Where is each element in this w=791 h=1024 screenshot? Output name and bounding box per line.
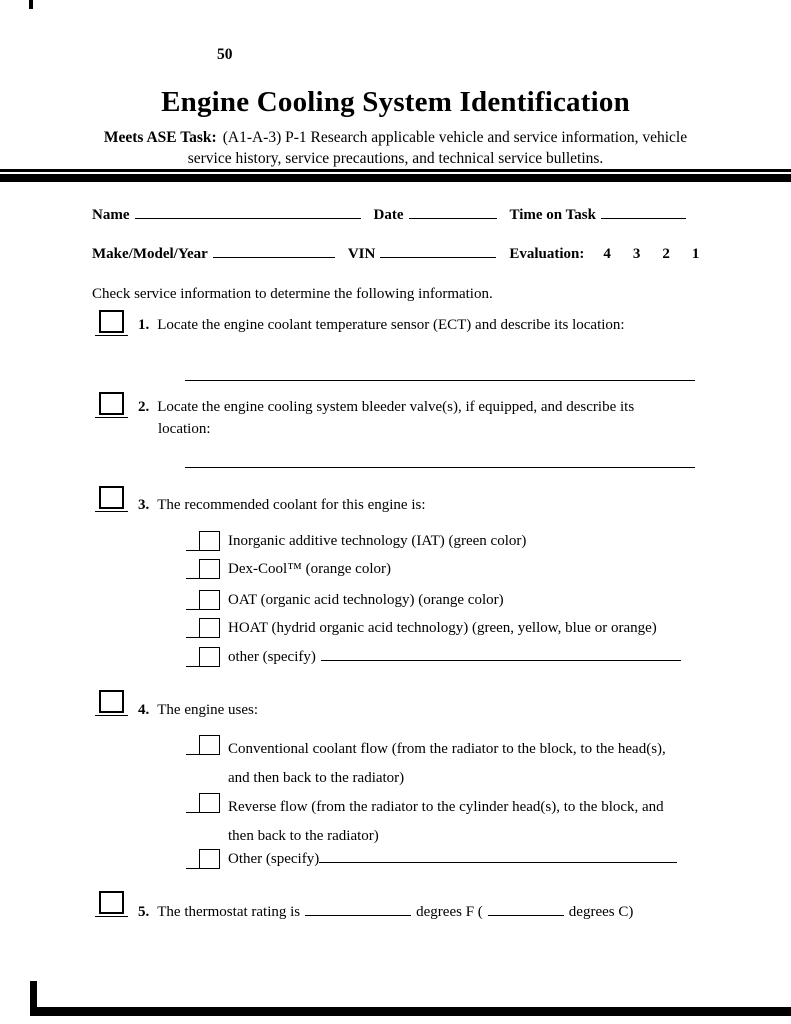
coolant-other-checkbox[interactable] bbox=[199, 647, 220, 667]
conventional-flow-line2: and then back to the radiator) bbox=[228, 770, 405, 786]
time-on-task-label: Time on Task bbox=[509, 207, 596, 223]
ase-task-line2: service history, service precautions, and technical service bulletins. bbox=[187, 150, 604, 167]
option-lead-line bbox=[186, 590, 199, 610]
option-lead-line bbox=[186, 618, 199, 638]
flow-option-reverse bbox=[186, 793, 664, 851]
evaluation-value-4[interactable]: 4 bbox=[603, 246, 611, 262]
item5-text bbox=[138, 903, 633, 921]
coolant-option-other bbox=[186, 647, 681, 668]
reverse-flow-checkbox[interactable] bbox=[199, 793, 220, 813]
option-lead-line bbox=[186, 735, 199, 755]
ase-task-label: Meets ASE Task: bbox=[103, 129, 217, 146]
item2-number: 2. bbox=[138, 399, 150, 415]
make-model-year-label: Make/Model/Year bbox=[92, 246, 208, 262]
evaluation-label: Evaluation: bbox=[509, 246, 585, 262]
intro-text: Check service information to determine the following information. bbox=[92, 286, 493, 302]
dexcool-checkbox[interactable] bbox=[199, 559, 220, 579]
reverse-flow-line1: Reverse flow (from the radiator to the cylinder head(s), to the block, and bbox=[228, 799, 664, 815]
time-on-task-blank[interactable] bbox=[601, 206, 686, 219]
item1-text bbox=[138, 317, 625, 334]
item5-seg2: degrees F ( bbox=[416, 904, 483, 920]
item5-number: 5. bbox=[138, 904, 150, 920]
item1-checkbox[interactable] bbox=[99, 310, 124, 333]
header-rule-thin bbox=[0, 169, 791, 172]
iat-label: Inorganic additive technology (IAT) (green color) bbox=[228, 533, 527, 549]
reverse-flow-line2: then back to the radiator) bbox=[228, 828, 379, 844]
item2-question-line1: Locate the engine cooling system bleeder valve(s), if equipped, and describe its bbox=[157, 399, 635, 415]
item2-answer-line[interactable] bbox=[185, 467, 695, 468]
item2-text-line2: location: bbox=[158, 421, 211, 437]
thermostat-f-blank[interactable] bbox=[305, 903, 411, 916]
make-vin-eval-row bbox=[92, 245, 699, 263]
oat-label: OAT (organic acid technology) (orange color) bbox=[228, 592, 504, 608]
item3-text bbox=[138, 497, 426, 514]
flow-other-blank[interactable] bbox=[319, 850, 677, 863]
name-blank[interactable] bbox=[135, 206, 361, 219]
item1-number: 1. bbox=[138, 317, 150, 333]
evaluation-value-2[interactable]: 2 bbox=[662, 246, 670, 262]
vin-label: VIN bbox=[347, 246, 376, 262]
evaluation-value-1[interactable]: 1 bbox=[691, 246, 700, 262]
item5-seg3: degrees C) bbox=[568, 904, 634, 920]
header-rule-thick bbox=[0, 174, 791, 182]
flow-other-text: Other (specify) bbox=[228, 851, 320, 867]
flow-other-checkbox[interactable] bbox=[199, 849, 220, 869]
page-border-bottom bbox=[30, 1007, 791, 1016]
ase-task-line1 bbox=[0, 129, 791, 147]
vin-blank[interactable] bbox=[380, 245, 496, 258]
item4-checkbox[interactable] bbox=[99, 690, 124, 713]
option-lead-line bbox=[186, 647, 199, 667]
make-model-year-blank[interactable] bbox=[213, 245, 335, 258]
date-blank[interactable] bbox=[409, 206, 497, 219]
item2-text-line1 bbox=[138, 399, 634, 416]
flow-option-other bbox=[186, 849, 677, 870]
page-number: 50 bbox=[217, 46, 233, 63]
date-label: Date bbox=[373, 207, 404, 223]
item1-question: Locate the engine coolant temperature sensor (ECT) and describe its location: bbox=[157, 317, 625, 333]
page-title: Engine Cooling System Identification bbox=[161, 86, 630, 118]
name-label: Name bbox=[92, 207, 130, 223]
option-lead-line bbox=[186, 559, 199, 579]
page-border-tick-top-left bbox=[29, 0, 33, 9]
item2-checkbox[interactable] bbox=[99, 392, 124, 415]
coolant-other-label bbox=[228, 647, 681, 668]
reverse-flow-label bbox=[228, 793, 664, 851]
item4-number: 4. bbox=[138, 702, 150, 718]
flow-option-conventional bbox=[186, 735, 666, 793]
item3-checkbox[interactable] bbox=[99, 486, 124, 509]
option-lead-line bbox=[186, 849, 199, 869]
iat-checkbox[interactable] bbox=[199, 531, 220, 551]
coolant-option-hoat bbox=[186, 618, 657, 639]
conventional-flow-label bbox=[228, 735, 666, 793]
evaluation-value-3[interactable]: 3 bbox=[632, 246, 641, 262]
dexcool-label: Dex-Cool™ (orange color) bbox=[228, 561, 391, 577]
item4-text bbox=[138, 702, 258, 719]
item4-question: The engine uses: bbox=[157, 702, 259, 718]
hoat-label: HOAT (hydrid organic acid technology) (green, yellow, blue or orange) bbox=[228, 620, 657, 636]
thermostat-c-blank[interactable] bbox=[488, 903, 564, 916]
item5-checkbox[interactable] bbox=[99, 891, 124, 914]
item3-number: 3. bbox=[138, 497, 150, 513]
option-lead-line bbox=[186, 531, 199, 551]
conventional-flow-checkbox[interactable] bbox=[199, 735, 220, 755]
item5-seg1: The thermostat rating is bbox=[157, 904, 301, 920]
flow-other-label bbox=[228, 849, 677, 870]
coolant-other-text: other (specify) bbox=[228, 649, 316, 665]
coolant-option-dexcool bbox=[186, 559, 391, 580]
item3-question: The recommended coolant for this engine is: bbox=[157, 497, 426, 513]
conventional-flow-line1: Conventional coolant flow (from the radiator to the block, to the head(s), bbox=[228, 741, 666, 757]
coolant-option-iat bbox=[186, 531, 526, 552]
oat-checkbox[interactable] bbox=[199, 590, 220, 610]
coolant-other-blank[interactable] bbox=[321, 648, 681, 661]
name-date-time-row bbox=[92, 206, 699, 224]
item1-answer-line[interactable] bbox=[185, 380, 695, 381]
ase-task-text: (A1-A-3) P-1 Research applicable vehicle and service information, vehicle bbox=[222, 129, 688, 146]
option-lead-line bbox=[186, 793, 199, 813]
coolant-option-oat bbox=[186, 590, 504, 611]
hoat-checkbox[interactable] bbox=[199, 618, 220, 638]
